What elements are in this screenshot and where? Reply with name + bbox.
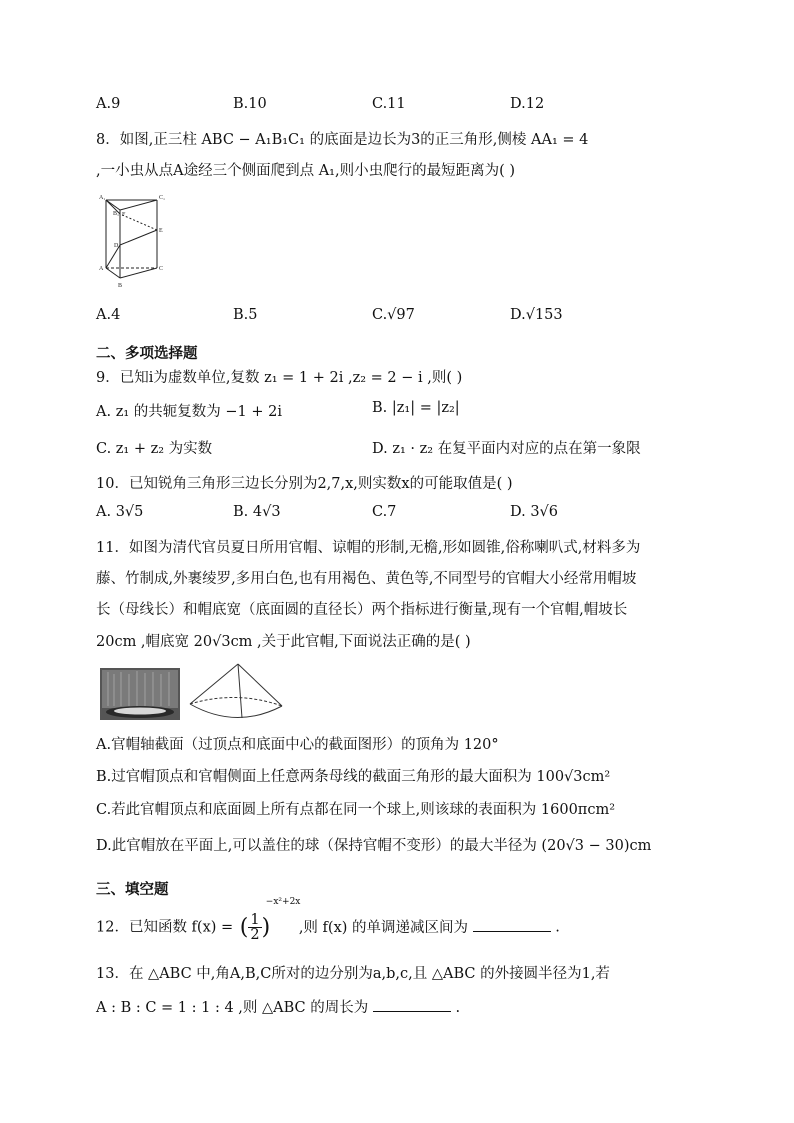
q11-option-c: C.若此官帽顶点和底面圆上所有点都在同一个球上,则该球的表面积为 1600πcm² — [96, 802, 616, 818]
q8-stem-line2: ,一小虫从点A途经三个侧面爬到点 A₁,则小虫爬行的最短距离为( ) — [96, 163, 516, 179]
q13-stem-line1: 13．在 △ABC 中,角A,B,C所对的边分别为a,b,c,且 △ABC 的外接圆半径为1,若 — [96, 966, 610, 982]
q10-stem: 10．已知锐角三角形三边长分别为2,7,x,则实数x的可能取值是( ) — [96, 476, 513, 492]
prism-figure — [94, 190, 174, 290]
q13-answer-blank[interactable] — [373, 997, 451, 1012]
label-a1: A₁ — [99, 195, 106, 201]
q11-stem-line2: 藤、竹制成,外裹绫罗,多用白色,也有用褐色、黄色等,不同型号的官帽大小经常用帽坡 — [96, 571, 637, 587]
q10-option-a: A. 3√5 — [96, 504, 144, 520]
q7-option-d: D.12 — [510, 96, 545, 112]
q12-frac-num: 1 — [250, 912, 260, 928]
q12-frac-den: 2 — [250, 927, 260, 943]
q7-option-c: C.11 — [372, 96, 406, 112]
label-a: A — [99, 266, 104, 272]
q11-option-a: A.官帽轴截面（过顶点和底面中心的截面图形）的顶角为 120° — [96, 737, 499, 753]
q9-stem: 9．已知i为虚数单位,复数 z₁ = 1 + 2i ,z₂ = 2 − i ,则( ) — [96, 370, 463, 386]
label-c1: C₁ — [159, 195, 166, 201]
label-c: C — [159, 266, 164, 272]
q12-answer-blank[interactable] — [473, 917, 551, 932]
q11-option-d: D.此官帽放在平面上,可以盖住的球（保持官帽不变形）的最大半径为 (20√3 − 30)cm — [96, 838, 652, 854]
q8-option-a: A.4 — [96, 307, 121, 323]
official-hat-photo — [100, 668, 180, 720]
label-b: B — [118, 283, 123, 289]
q9-option-a: A. z₁ 的共轭复数为 −1 + 2i — [96, 404, 282, 420]
q7-option-a: A.9 — [96, 96, 121, 112]
q8-stem-line1: 8．如图,正三柱 ABC − A₁B₁C₁ 的底面是边长为3的正三角形,侧棱 AA₁ = 4 — [96, 132, 589, 148]
q11-option-b: B.过官帽顶点和官帽侧面上任意两条母线的截面三角形的最大面积为 100√3cm² — [96, 769, 611, 785]
section-title-multi-choice: 二、多项选择题 — [96, 346, 198, 362]
label-f: F — [122, 212, 126, 218]
q12-prefix: 12．已知函数 f(x) = — [96, 919, 234, 936]
q8-option-b: B.5 — [233, 307, 258, 323]
q9-option-d: D. z₁ · z₂ 在复平面内对应的点在第一象限 — [372, 441, 641, 457]
q12-base: ( $\frac{1}{2}$ ) −x²+2x — [239, 897, 301, 943]
q13-stem-line2: A : B : C = 1 : 1 : 4 ,则 △ABC 的周长为 — [96, 1000, 369, 1016]
q13-end: . — [455, 1000, 461, 1016]
q12-exponent: −x²+2x — [265, 897, 301, 907]
q10-option-c: C.7 — [372, 504, 397, 520]
q7-option-b: B.10 — [233, 96, 267, 112]
q8-option-c: C.√97 — [372, 307, 415, 323]
cone-figure — [186, 660, 286, 726]
q12-suffix: ,则 f(x) 的单调递减区间为 — [298, 919, 469, 936]
q10-option-b: B. 4√3 — [233, 504, 281, 520]
label-e: E — [159, 228, 163, 234]
q11-stem-line3: 长（母线长）和帽底宽（底面圆的直径长）两个指标进行衡量,现有一个官帽,帽坡长 — [96, 602, 628, 618]
q10-option-d: D. 3√6 — [510, 504, 559, 520]
q11-stem-line4: 20cm ,帽底宽 20√3cm ,关于此官帽,下面说法正确的是( ) — [96, 634, 471, 650]
label-b1: B₁ — [113, 211, 120, 217]
q11-stem-line1: 11．如图为清代官员夏日所用官帽、谅帽的形制,无檐,形如圆锥,俗称喇叭式,材料多为 — [96, 540, 641, 556]
q9-option-c: C. z₁ + z₂ 为实数 — [96, 441, 213, 457]
q12-end: . — [555, 919, 560, 936]
section-title-fill-blank: 三、填空题 — [96, 882, 169, 898]
q8-option-d: D.√153 — [510, 307, 563, 323]
q12-line — [96, 897, 560, 943]
label-d: D — [114, 243, 119, 249]
q13-line2 — [96, 996, 460, 1017]
q9-option-b: B. |z₁| = |z₂| — [372, 400, 460, 416]
